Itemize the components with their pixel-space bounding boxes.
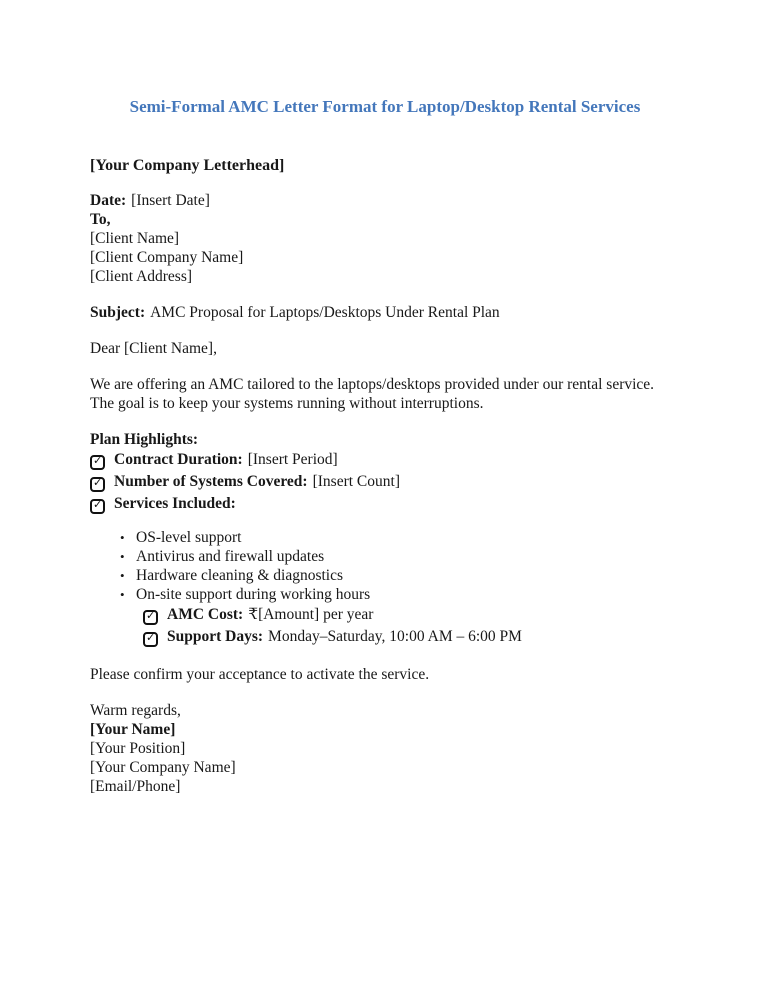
service-item-text: Antivirus and firewall updates bbox=[136, 548, 325, 565]
checklist-text bbox=[167, 626, 522, 648]
checklist-item-support-days bbox=[143, 626, 680, 648]
plan-highlights-heading: Plan Highlights: bbox=[90, 431, 199, 448]
checklist-item-services-included bbox=[90, 493, 680, 515]
service-item bbox=[118, 566, 680, 585]
checked-checkbox-icon bbox=[90, 455, 105, 470]
service-item bbox=[118, 547, 680, 566]
subject-label: Subject: bbox=[90, 304, 146, 321]
checklist-text bbox=[167, 604, 373, 626]
checked-checkbox-icon bbox=[143, 632, 158, 647]
checklist-label: Number of Systems Covered: bbox=[114, 473, 308, 490]
service-item bbox=[118, 528, 680, 547]
checklist-value: Monday–Saturday, 10:00 AM – 6:00 PM bbox=[268, 628, 522, 645]
checklist-item-contract-duration bbox=[90, 449, 680, 471]
bullet-icon: • bbox=[120, 568, 125, 583]
checklist-label: Support Days: bbox=[167, 628, 264, 645]
checklist-item-amc-cost bbox=[143, 604, 680, 626]
to-label: To, bbox=[90, 211, 111, 228]
checklist-text bbox=[114, 449, 338, 471]
checklist-item-systems-covered bbox=[90, 471, 680, 493]
subject-value: AMC Proposal for Laptops/Desktops Under Rental Plan bbox=[150, 304, 500, 321]
date-value: [Insert Date] bbox=[131, 192, 210, 209]
bullet-icon: • bbox=[120, 530, 125, 545]
bullet-icon: • bbox=[120, 549, 125, 564]
recipient-address-line: [Client Address] bbox=[90, 268, 193, 285]
closing-text: Warm regards, bbox=[90, 702, 181, 719]
signature-company-line: [Your Company Name] bbox=[90, 759, 236, 776]
date-label: Date: bbox=[90, 192, 127, 209]
signature-name: [Your Name] bbox=[90, 721, 176, 738]
checked-checkbox-icon bbox=[90, 499, 105, 514]
signature-contact-line: [Email/Phone] bbox=[90, 778, 181, 795]
confirmation-text: Please confirm your acceptance to activate the service. bbox=[90, 666, 430, 683]
recipient-block bbox=[90, 191, 680, 286]
checklist-label: Services Included: bbox=[114, 495, 236, 512]
bullet-icon: • bbox=[120, 587, 125, 602]
services-list bbox=[118, 528, 680, 604]
company-letterhead: [Your Company Letterhead] bbox=[90, 157, 285, 174]
checked-checkbox-icon bbox=[90, 477, 105, 492]
plan-highlights-section bbox=[90, 430, 680, 648]
intro-paragraph: We are offering an AMC tailored to the laptops/desktops provided under our rental service. The goal is to keep your systems running without interruptions. bbox=[90, 376, 655, 412]
checklist-label: Contract Duration: bbox=[114, 451, 243, 468]
sub-checklist bbox=[143, 604, 680, 648]
signature-block bbox=[90, 701, 680, 796]
checklist-value: [Insert Period] bbox=[247, 451, 338, 468]
salutation: Dear [Client Name], bbox=[90, 340, 217, 357]
service-item-text: Hardware cleaning & diagnostics bbox=[136, 567, 344, 584]
checklist-text bbox=[114, 493, 241, 515]
service-item-text: OS-level support bbox=[136, 529, 242, 546]
recipient-company-line: [Client Company Name] bbox=[90, 249, 244, 266]
checklist-value: ₹[Amount] per year bbox=[248, 606, 374, 623]
checklist-label: AMC Cost: bbox=[167, 606, 244, 623]
service-item-text: On-site support during working hours bbox=[136, 586, 371, 603]
date-line bbox=[90, 191, 680, 210]
checklist-value: [Insert Count] bbox=[312, 473, 400, 490]
document-title: Semi-Formal AMC Letter Format for Laptop/Desktop Rental Services bbox=[129, 97, 641, 116]
subject-line bbox=[90, 303, 680, 322]
signature-position-line: [Your Position] bbox=[90, 740, 186, 757]
checked-checkbox-icon bbox=[143, 610, 158, 625]
checklist-text bbox=[114, 471, 400, 493]
recipient-name-line: [Client Name] bbox=[90, 230, 180, 247]
service-item bbox=[118, 585, 680, 604]
